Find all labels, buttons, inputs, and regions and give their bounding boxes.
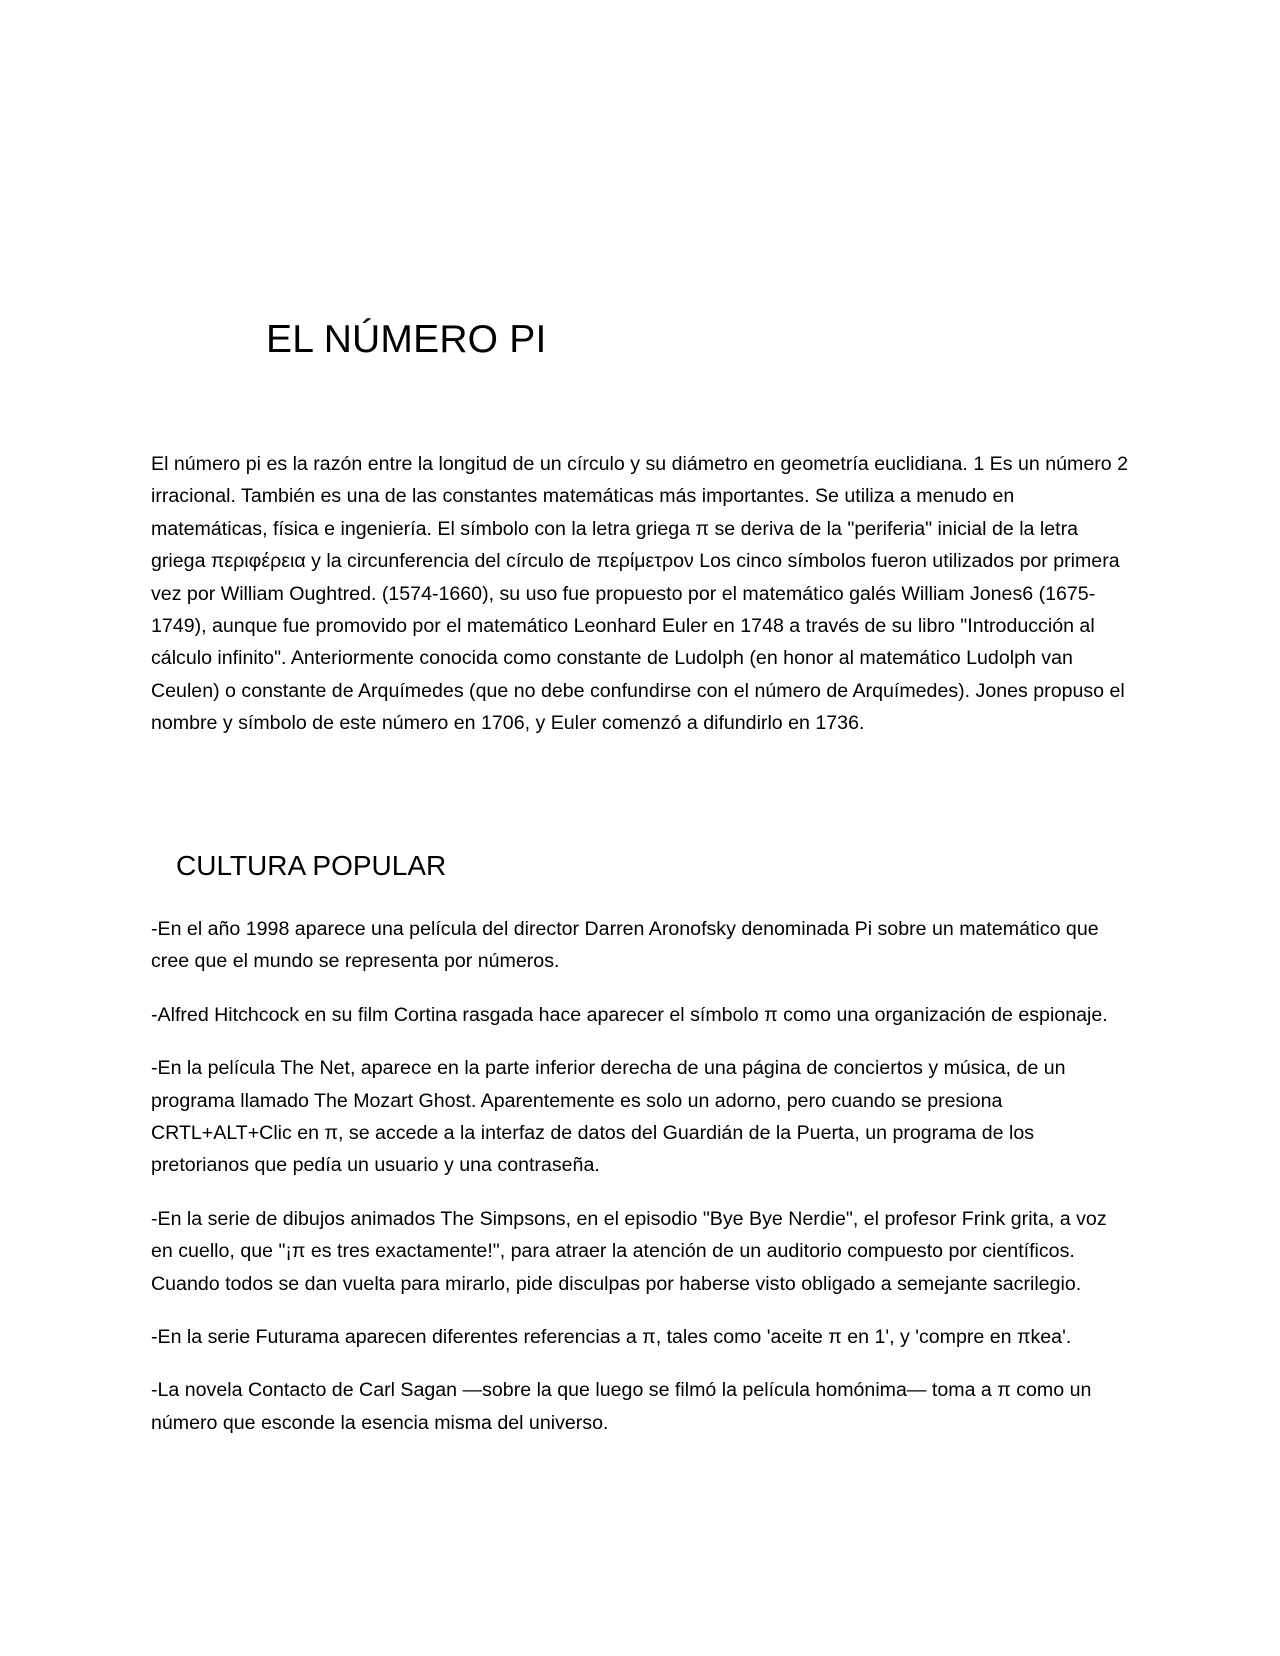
list-item: -La novela Contacto de Carl Sagan —sobre la que luego se filmó la película homónima— toma a π como un número que esconde la esencia misma del universo.	[151, 1379, 1092, 1434]
cultura-popular-list	[151, 913, 1131, 1460]
intro-paragraph: El número pi es la razón entre la longitud de un círculo y su diámetro en geometría euclidiana. 1 Es un número 2 irracional. También es una de las constantes matemáticas más importantes. Se utiliza a menudo en matemáticas, física e ingeniería. El símbolo con la letra griega π se deriva de la "periferia" inicial de la letra griega περιφέρεια y la circunferencia del círculo de περίμετρον Los cinco símbolos fueron utilizados por primera vez por William Oughtred. (1574-1660), su uso fue propuesto por el matemático galés William Jones6 (1675-1749), aunque fue promovido por el matemático Leonhard Euler en 1748 a través de su libro "Introducción al cálculo infinito". Anteriormente conocida como constante de Ludolph (en honor al matemático Ludolph van Ceulen) o constante de Arquímedes (que no debe confundirse con el número de Arquímedes). Jones propuso el nombre y símbolo de este número en 1706, y Euler comenzó a difundirlo en 1736.	[151, 453, 1128, 735]
list-item: -En la serie Futurama aparecen diferentes referencias a π, tales como 'aceite π en 1', y 'compre en πkea'.	[151, 1326, 1072, 1349]
list-item: -En la serie de dibujos animados The Simpsons, en el episodio "Bye Bye Nerdie", el profesor Frink grita, a voz en cuello, que "¡π es tres exactamente!", para atraer la atención de un auditorio compuesto por científicos. Cuando todos se dan vuelta para mirarlo, pide disculpas por haberse visto obligado a semejante sacrilegio.	[151, 1207, 1107, 1295]
list-item: -En la película The Net, aparece en la parte inferior derecha de una página de conciertos y música, de un programa llamado The Mozart Ghost. Aparentemente es solo un adorno, pero cuando se presiona CRTL+ALT+Clic en π, se accede a la interfaz de datos del Guardián de la Puerta, un programa de los pretorianos que pedía un usuario y una contraseña.	[151, 1057, 1066, 1177]
list-item: -En el año 1998 aparece una película del director Darren Aronofsky denominada Pi sobre un matemático que cree que el mundo se representa por números.	[151, 918, 1099, 973]
section-heading-cultura-popular: CULTURA POPULAR	[176, 850, 447, 881]
list-item: -Alfred Hitchcock en su film Cortina rasgada hace aparecer el símbolo π como una organización de espionaje.	[151, 1003, 1108, 1026]
document-title: EL NÚMERO PI	[266, 318, 547, 361]
